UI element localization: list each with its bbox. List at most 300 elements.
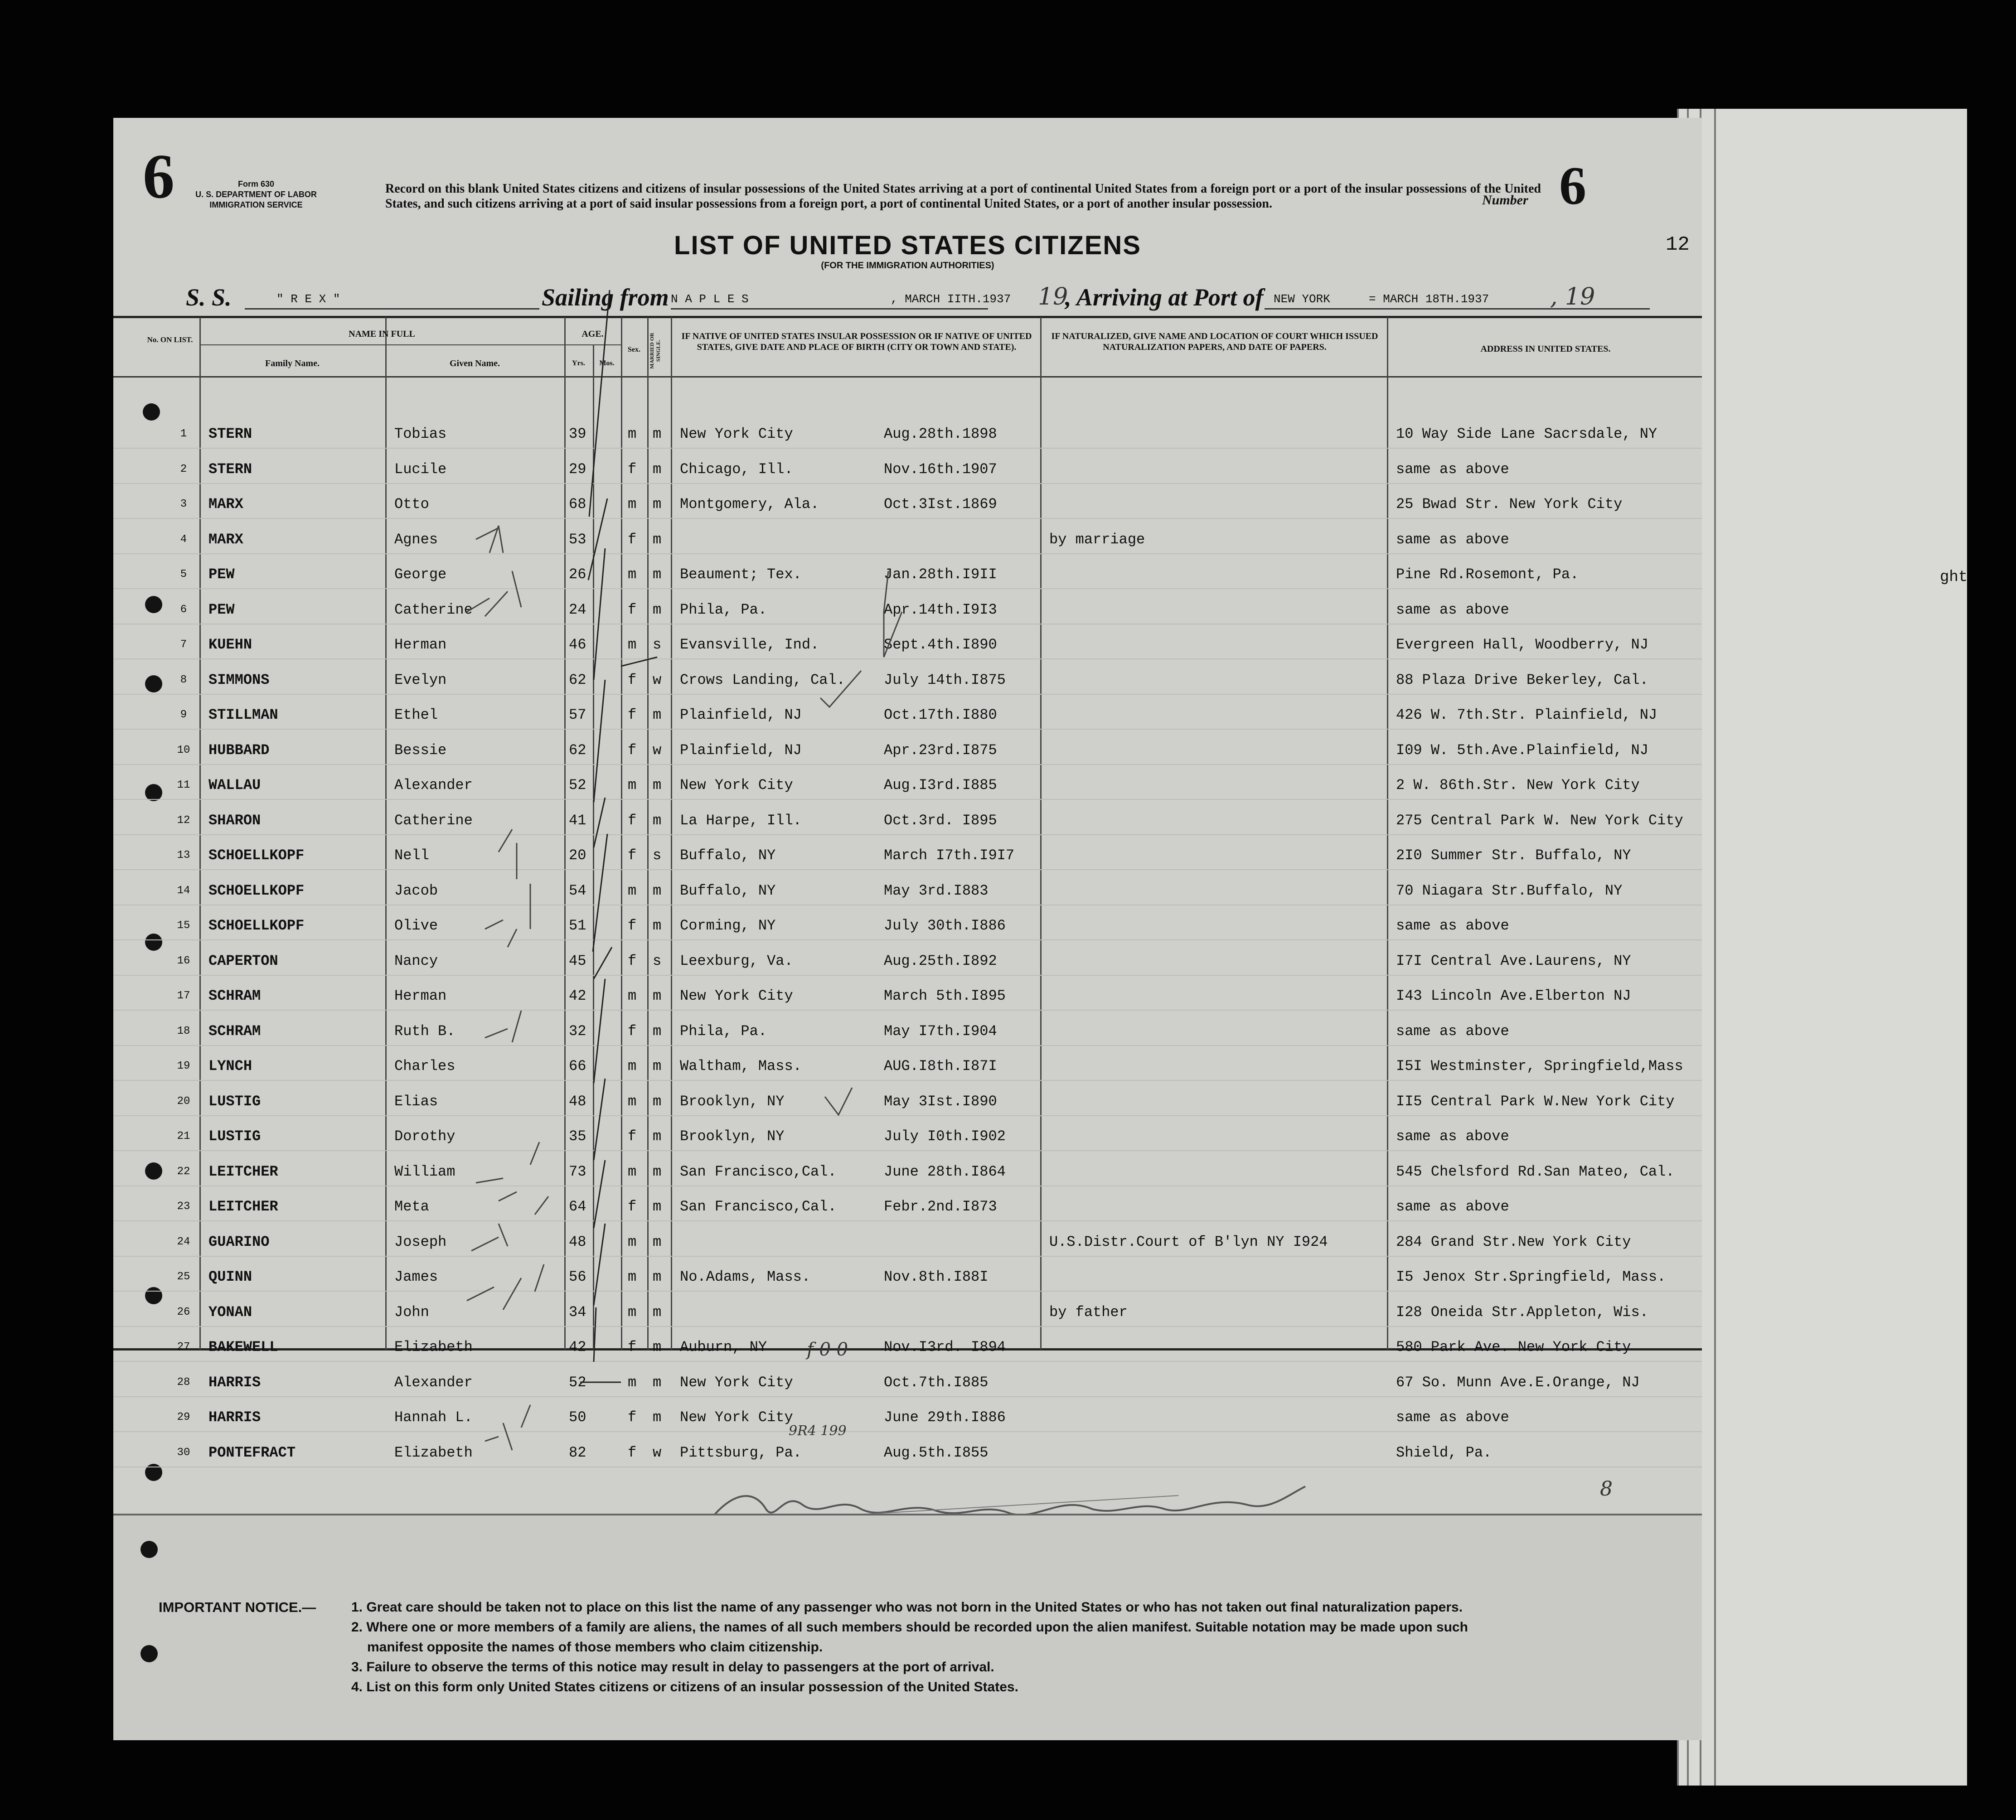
sex: m [628, 1093, 637, 1110]
birth-date: Nov.16th.1907 [884, 460, 997, 478]
family-name: PONTEFRACT [208, 1444, 296, 1461]
marital-status: m [653, 1093, 662, 1110]
row-number: 22 [177, 1165, 190, 1178]
number-label: Number [1482, 193, 1528, 208]
given-name: Joseph [394, 1233, 447, 1250]
page-mark: 8 [1600, 1477, 1613, 1501]
age-years: 52 [569, 1374, 586, 1391]
row-number: 1 [180, 428, 187, 440]
given-name: Ruth B. [394, 1022, 456, 1040]
address: 2I0 Summer Str. Buffalo, NY [1396, 847, 1631, 864]
address: same as above [1396, 917, 1509, 934]
birth-place: Beaument; Tex. [680, 566, 802, 583]
family-name: MARX [208, 496, 243, 513]
birth-place: Crows Landing, Cal. [680, 671, 845, 688]
marital-status: m [653, 1409, 662, 1426]
birth-place: New York City [680, 426, 793, 442]
given-name: Herman [394, 987, 447, 1004]
row-number: 28 [177, 1376, 190, 1389]
address: 580 Park Ave. New York City [1396, 1339, 1631, 1355]
birth-place: Buffalo, NY [680, 847, 776, 864]
given-name: Catherine [394, 812, 473, 829]
department-label: U. S. DEPARTMENT OF LABOR [195, 190, 317, 199]
birth-place: Corming, NY [680, 917, 776, 934]
address: same as above [1396, 1198, 1509, 1215]
row-number: 26 [177, 1306, 190, 1318]
birth-place: Montgomery, Ala. [680, 496, 819, 513]
row-number: 6 [180, 603, 187, 616]
row-number: 2 [180, 463, 187, 475]
marital-status: m [653, 1339, 662, 1355]
family-name: SCHOELLKOPF [208, 847, 305, 864]
sex: m [628, 1303, 637, 1321]
family-name: SCHRAM [208, 1022, 261, 1040]
age-years: 50 [569, 1409, 586, 1426]
age-years: 62 [569, 671, 586, 688]
col-header-family: Family Name. [265, 358, 320, 368]
address: 426 W. 7th.Str. Plainfield, NJ [1396, 707, 1657, 723]
birth-date: Aug.28th.1898 [884, 426, 997, 442]
address: 10 Way Side Lane Sacrsdale, NY [1396, 426, 1657, 442]
birth-place: Pittsburg, Pa. [680, 1444, 802, 1461]
marital-status: m [653, 1022, 662, 1040]
birth-date: Sept.4th.I890 [884, 636, 997, 653]
row-number: 23 [177, 1200, 190, 1213]
family-name: SHARON [208, 812, 261, 829]
col-header-naturalized: IF NATURALIZED, GIVE NAME AND LOCATION OF COURT WHICH ISSUED NATURALIZATION PAPERS, AND DATE OF PAPERS. [1051, 331, 1378, 352]
given-name: Hannah L. [394, 1409, 473, 1426]
arrival-date: = MARCH 18TH.1937 [1369, 292, 1489, 306]
form-number: Form 630 [237, 179, 275, 189]
age-years: 26 [569, 566, 586, 583]
birth-date: March 5th.I895 [884, 987, 1006, 1004]
row-number: 21 [177, 1130, 190, 1142]
row-number: 14 [177, 884, 190, 897]
marital-status: m [653, 1303, 662, 1321]
age-years: 57 [569, 707, 586, 723]
given-name: William [394, 1163, 456, 1180]
given-name: Tobias [394, 426, 447, 442]
col-header-given: Given Name. [449, 358, 500, 368]
col-header-yrs: Yrs. [572, 359, 585, 367]
row-number: 4 [180, 533, 187, 546]
address: II5 Central Park W.New York City [1396, 1093, 1675, 1110]
sex: m [628, 1058, 637, 1075]
sex: m [628, 566, 637, 583]
departure-port: N A P L E S [671, 292, 749, 306]
sex: m [628, 636, 637, 653]
row-number: 24 [177, 1235, 190, 1248]
arriving-label: , Arriving at Port of [1065, 284, 1264, 311]
address: Shield, Pa. [1396, 1444, 1492, 1461]
birth-date: Aug.5th.I855 [884, 1444, 989, 1461]
address: 2 W. 86th.Str. New York City [1396, 777, 1640, 794]
marital-status: m [653, 987, 662, 1004]
given-name: Agnes [394, 531, 438, 548]
birth-date: Aug.I3rd.I885 [884, 777, 997, 794]
row-number: 10 [177, 744, 190, 756]
marital-status: m [653, 777, 662, 794]
notice-item-2: 2. Where one or more members of a family are aliens, the names of all such members should be recorded upon the alien manifest. Suitable notation may be made upon such [351, 1620, 1468, 1635]
sex: f [628, 601, 637, 618]
marital-status: s [653, 847, 662, 864]
notice-item-1: 1. Great care should be taken not to place on this list the name of any passenger who was not born in the United States or who has not taken out final naturalization papers. [351, 1600, 1463, 1615]
birth-place: La Harpe, Ill. [680, 812, 802, 829]
birth-date: Oct.7th.I885 [884, 1374, 989, 1391]
age-years: 34 [569, 1303, 586, 1321]
age-years: 54 [569, 882, 586, 899]
given-name: James [394, 1268, 438, 1285]
given-name: Ethel [394, 707, 438, 723]
sex: m [628, 987, 637, 1004]
age-years: 24 [569, 601, 586, 618]
marital-status: m [653, 1058, 662, 1075]
age-years: 46 [569, 636, 586, 653]
family-name: HARRIS [208, 1409, 261, 1426]
sex: f [628, 952, 637, 969]
given-name: Elizabeth [394, 1339, 473, 1355]
marital-status: m [653, 1233, 662, 1250]
birth-date: Nov.I3rd. I894 [884, 1339, 1006, 1355]
marital-status: m [653, 1198, 662, 1215]
given-name: Charles [394, 1058, 456, 1075]
ship-name: " R E X " [276, 292, 340, 306]
row-number: 12 [177, 814, 190, 827]
family-name: GUARINO [208, 1233, 270, 1250]
manifest-sheet [113, 118, 1702, 1740]
notice-item-3: 3. Failure to observe the terms of this notice may result in delay to passengers at the port of arrival. [351, 1660, 994, 1675]
birth-place: San Francisco,Cal. [680, 1163, 837, 1180]
marital-status: m [653, 917, 662, 934]
age-years: 20 [569, 847, 586, 864]
sex: f [628, 531, 637, 548]
check-marks [580, 290, 657, 1382]
row-number: 19 [177, 1060, 190, 1072]
family-name: QUINN [208, 1268, 252, 1285]
address: same as above [1396, 1128, 1509, 1145]
age-years: 32 [569, 1022, 586, 1040]
sex: f [628, 1444, 637, 1461]
family-name: SCHOELLKOPF [208, 882, 305, 899]
marital-status: m [653, 496, 662, 513]
page-title: LIST OF UNITED STATES CITIZENS [674, 231, 1141, 260]
birth-place: New York City [680, 1409, 793, 1426]
notice-item-2-cont: manifest opposite the names of those members who claim citizenship. [367, 1640, 823, 1655]
sex: f [628, 1409, 637, 1426]
marital-status: s [653, 952, 662, 969]
family-name: KUEHN [208, 636, 252, 653]
page-number: 12 [1666, 233, 1690, 256]
marital-status: m [653, 707, 662, 723]
family-name: LYNCH [208, 1058, 252, 1075]
family-name: HUBBARD [208, 741, 270, 759]
row-number: 15 [177, 920, 190, 932]
row-number: 20 [177, 1095, 190, 1108]
given-name: Nell [394, 847, 429, 864]
adjacent-page-text: ght [1940, 569, 1968, 586]
address: I09 W. 5th.Ave.Plainfield, NJ [1396, 741, 1648, 759]
birth-date: Oct.3Ist.1869 [884, 496, 997, 513]
age-years: 41 [569, 812, 586, 829]
sex: m [628, 1268, 637, 1285]
sex: f [628, 812, 637, 829]
row-number: 16 [177, 954, 190, 967]
sheet-number-right: 6 [1559, 155, 1586, 216]
sex: f [628, 847, 637, 864]
family-name: PEW [208, 601, 235, 618]
birth-place: Brooklyn, NY [680, 1093, 785, 1110]
marital-status: m [653, 426, 662, 442]
family-name: MARX [208, 531, 243, 548]
birth-place: San Francisco,Cal. [680, 1198, 837, 1215]
marital-status: m [653, 460, 662, 478]
sex: m [628, 426, 637, 442]
marital-status: m [653, 1374, 662, 1391]
col-header-sex: Sex. [628, 346, 640, 353]
row-number: 11 [177, 779, 190, 791]
address: 275 Central Park W. New York City [1396, 812, 1683, 829]
handwritten-note-row26: 9R4 199 [789, 1423, 847, 1439]
age-years: 64 [569, 1198, 586, 1215]
naturalization: U.S.Distr.Court of B'lyn NY I924 [1049, 1233, 1328, 1250]
tally-marks [113, 118, 1702, 1514]
address: 67 So. Munn Ave.E.Orange, NJ [1396, 1374, 1640, 1391]
family-name: STERN [208, 460, 252, 478]
address: 284 Grand Str.New York City [1396, 1233, 1631, 1250]
binder-hole [141, 1541, 158, 1558]
birth-date: July 30th.I886 [884, 917, 1006, 934]
service-label: IMMIGRATION SERVICE [209, 200, 303, 209]
marital-status: w [653, 1444, 662, 1461]
ss-label: S. S. [186, 284, 232, 311]
row-number: 7 [180, 639, 187, 651]
departure-date: , MARCH IITH.1937 [891, 292, 1011, 306]
arrival-port: NEW YORK [1274, 292, 1330, 306]
birth-place: Waltham, Mass. [680, 1058, 802, 1075]
given-name: Alexander [394, 777, 473, 794]
address: same as above [1396, 601, 1509, 618]
family-name: YONAN [208, 1303, 252, 1321]
age-years: 68 [569, 496, 586, 513]
sex: f [628, 460, 637, 478]
notice-item-4: 4. List on this form only United States citizens or citizens of an insular possession of the United States. [351, 1680, 1018, 1694]
age-years: 51 [569, 917, 586, 934]
birth-date: Oct.17th.I880 [884, 707, 997, 723]
birth-place: Buffalo, NY [680, 882, 776, 899]
birth-place: No.Adams, Mass. [680, 1268, 811, 1285]
family-name: HARRIS [208, 1374, 261, 1391]
given-name: Bessie [394, 741, 447, 759]
given-name: John [394, 1303, 429, 1321]
pencil-marks [467, 526, 902, 1450]
given-name: Lucile [394, 460, 447, 478]
age-years: 82 [569, 1444, 586, 1461]
birth-date: March I7th.I9I7 [884, 847, 1015, 864]
age-years: 42 [569, 987, 586, 1004]
birth-date: July I0th.I902 [884, 1128, 1006, 1145]
birth-date: May 3rd.I883 [884, 882, 989, 899]
given-name: Dorothy [394, 1128, 456, 1145]
address: same as above [1396, 1409, 1509, 1426]
row-number: 25 [177, 1271, 190, 1283]
family-name: CAPERTON [208, 952, 278, 969]
row-number: 30 [177, 1446, 190, 1459]
sex: f [628, 741, 637, 759]
adjacent-page [1677, 109, 1967, 1786]
age-years: 35 [569, 1128, 586, 1145]
address: 545 Chelsford Rd.San Mateo, Cal. [1396, 1163, 1675, 1180]
row-number: 17 [177, 990, 190, 1002]
sex: f [628, 671, 637, 688]
address: same as above [1396, 1022, 1509, 1040]
intro-text: Record on this blank United States citizens and citizens of insular possessions of the United States arriving at a port of continental United States from a foreign port or a port of the insular possessions of the United States, and such citizens arriving at a port of said insular possessions from a foreign port, a port of continental United States, or a port of another insular possession. [385, 182, 1541, 211]
sex: m [628, 777, 637, 794]
marital-status: m [653, 812, 662, 829]
age-years: 42 [569, 1339, 586, 1355]
birth-place: Plainfield, NJ [680, 741, 802, 759]
family-name: BAKEWELL [208, 1339, 278, 1355]
row-number: 27 [177, 1341, 190, 1353]
address: Pine Rd.Rosemont, Pa. [1396, 566, 1579, 583]
family-name: LUSTIG [208, 1093, 261, 1110]
sex: f [628, 917, 637, 934]
address: 70 Niagara Str.Buffalo, NY [1396, 882, 1623, 899]
col-header-birth: IF NATIVE OF UNITED STATES INSULAR POSSESSION OR IF NATIVE OF UNITED STATES, GIVE DATE AND PLACE OF BIRTH (CITY OR TOWN AND STATE). [681, 331, 1032, 352]
given-name: Alexander [394, 1374, 473, 1391]
age-years: 56 [569, 1268, 586, 1285]
age-years: 29 [569, 460, 586, 478]
binder-hole [141, 1645, 158, 1662]
given-name: Catherine [394, 601, 473, 618]
marital-status: m [653, 601, 662, 618]
row-number: 13 [177, 849, 190, 862]
page-subtitle: (FOR THE IMMIGRATION AUTHORITIES) [821, 261, 994, 271]
birth-place: Brooklyn, NY [680, 1128, 785, 1145]
age-years: 53 [569, 531, 586, 548]
given-name: Olive [394, 917, 438, 934]
marital-status: m [653, 1128, 662, 1145]
col-header-married: MARRIED OR SINGLE. [649, 333, 661, 369]
marital-status: s [653, 636, 662, 653]
address: Evergreen Hall, Woodberry, NJ [1396, 636, 1648, 653]
sex: f [628, 1128, 637, 1145]
age-years: 52 [569, 777, 586, 794]
row-number: 29 [177, 1411, 190, 1423]
sex: m [628, 1163, 637, 1180]
birth-date: Apr.23rd.I875 [884, 741, 997, 759]
col-header-mos: Mos. [599, 359, 615, 367]
birth-place: Phila, Pa. [680, 601, 767, 618]
family-name: STILLMAN [208, 707, 278, 723]
family-name: WALLAU [208, 777, 261, 794]
age-years: 39 [569, 426, 586, 442]
given-name: Herman [394, 636, 447, 653]
given-name: Elizabeth [394, 1444, 473, 1461]
sailing-from-label: Sailing from [542, 284, 669, 311]
birth-date: Febr.2nd.I873 [884, 1198, 997, 1215]
age-years: 73 [569, 1163, 586, 1180]
sex: f [628, 1198, 637, 1215]
given-name: George [394, 566, 447, 583]
sheet-number-left: 6 [143, 141, 174, 212]
birth-date: May I7th.I904 [884, 1022, 997, 1040]
birth-place: Evansville, Ind. [680, 636, 819, 653]
birth-place: Auburn, NY [680, 1339, 767, 1355]
birth-date: June 29th.I886 [884, 1409, 1006, 1426]
row-number: 3 [180, 498, 187, 510]
handwritten-note-row24: f 0 0 [807, 1339, 848, 1360]
col-header-address: ADDRESS IN UNITED STATES. [1480, 344, 1611, 354]
birth-date: Jan.28th.I9II [884, 566, 997, 583]
family-name: PEW [208, 566, 235, 583]
sex: f [628, 1022, 637, 1040]
family-name: SCHOELLKOPF [208, 917, 305, 934]
birth-place: New York City [680, 987, 793, 1004]
arrival-year: , 19 [1550, 283, 1595, 310]
family-name: SCHRAM [208, 987, 261, 1004]
address: I5 Jenox Str.Springfield, Mass. [1396, 1268, 1666, 1285]
sex: f [628, 707, 637, 723]
birth-date: May 3Ist.I890 [884, 1093, 997, 1110]
marital-status: m [653, 566, 662, 583]
sex: m [628, 1374, 637, 1391]
row-number: 9 [180, 709, 187, 721]
address: I5I Westminster, Springfield,Mass [1396, 1058, 1683, 1075]
birth-place: Phila, Pa. [680, 1022, 767, 1040]
naturalization: by marriage [1049, 531, 1145, 548]
birth-place: Chicago, Ill. [680, 460, 793, 478]
family-name: LUSTIG [208, 1128, 261, 1145]
sex: m [628, 1233, 637, 1250]
family-name: SIMMONS [208, 671, 270, 688]
birth-date: June 28th.I864 [884, 1163, 1006, 1180]
row-number: 18 [177, 1025, 190, 1037]
marital-status: m [653, 531, 662, 548]
naturalization: by father [1049, 1303, 1128, 1321]
birth-date: AUG.I8th.I87I [884, 1058, 997, 1075]
row-number: 8 [180, 673, 187, 686]
given-name: Nancy [394, 952, 438, 969]
departure-year: 19 [1038, 283, 1068, 310]
given-name: Meta [394, 1198, 429, 1215]
birth-place: Plainfield, NJ [680, 707, 802, 723]
notice-heading: IMPORTANT NOTICE.— [159, 1599, 316, 1615]
birth-place: New York City [680, 777, 793, 794]
age-years: 66 [569, 1058, 586, 1075]
sex: m [628, 882, 637, 899]
given-name: Otto [394, 496, 429, 513]
birth-date: Nov.8th.I88I [884, 1268, 989, 1285]
age-years: 62 [569, 741, 586, 759]
birth-place: New York City [680, 1374, 793, 1391]
marital-status: m [653, 1268, 662, 1285]
address: same as above [1396, 531, 1509, 548]
given-name: Evelyn [394, 671, 447, 688]
row-number: 5 [180, 568, 187, 581]
given-name: Jacob [394, 882, 438, 899]
address: 88 Plaza Drive Bekerley, Cal. [1396, 671, 1648, 688]
birth-place: Leexburg, Va. [680, 952, 793, 969]
address: I43 Lincoln Ave.Elberton NJ [1396, 987, 1631, 1004]
family-name: STERN [208, 426, 252, 442]
birth-date: Aug.25th.I892 [884, 952, 997, 969]
col-header-no: No. ON LIST. [147, 335, 193, 344]
marital-status: w [653, 741, 662, 759]
family-name: LEITCHER [208, 1163, 278, 1180]
marital-status: m [653, 882, 662, 899]
age-years: 48 [569, 1233, 586, 1250]
given-name: Elias [394, 1093, 438, 1110]
